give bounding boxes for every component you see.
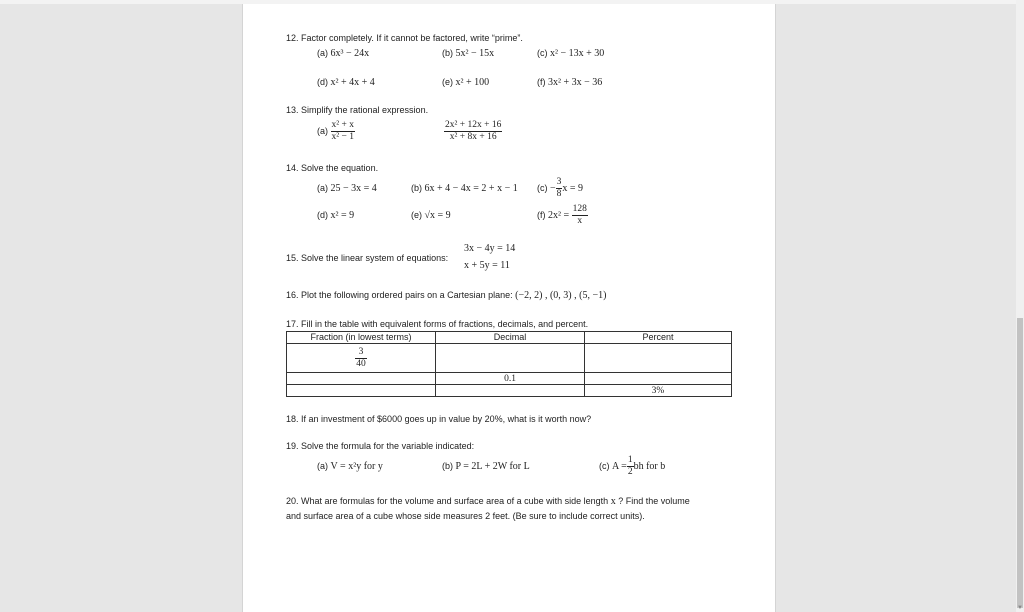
table-row <box>287 373 732 385</box>
q12-e: (e) x² + 100 <box>442 77 490 88</box>
q16: 16. Plot the following ordered pairs on a Cartesian plane: (−2, 2) , (0, 3) , (5, −1) <box>286 290 607 301</box>
q14-b: (b) 6x + 4 − 4x = 2 + x − 1 <box>411 183 518 194</box>
q14-e: (e) √x = 9 <box>411 210 451 221</box>
q15-eq1: 3x − 4y = 14 <box>464 243 516 254</box>
q19-b: (b) P = 2L + 2W for L <box>442 461 530 472</box>
q20-line2: and surface area of a cube whose side measures 2 feet. (Be sure to include correct units). <box>286 511 645 521</box>
row2-percent-blank[interactable] <box>585 373 732 385</box>
table-row <box>287 344 732 373</box>
q13-title: 13. Simplify the rational expression. <box>286 105 429 115</box>
q18: 18. If an investment of $6000 goes up in value by 20%, what is it worth now? <box>286 414 592 424</box>
q12-c: (c) x² − 13x + 30 <box>537 48 605 59</box>
q12-d: (d) x² + 4x + 4 <box>317 77 375 88</box>
q15-title: 15. Solve the linear system of equations: <box>286 253 449 263</box>
row1-fraction <box>287 344 436 373</box>
q19-c-fraction: $\frac{1}{2}$ <box>627 455 633 477</box>
q14-f-fraction: $\frac{128}{x}$ <box>572 204 587 226</box>
q13-b <box>444 120 502 143</box>
scroll-down-icon[interactable]: ▼ <box>1017 605 1023 611</box>
q13-a-fraction: $\frac{\text{x² + x}}{\text{x² − 1}}$ <box>331 120 354 142</box>
q12-f: (f) 3x² + 3x − 36 <box>537 77 603 88</box>
q14-c: (c) − $\frac{3}{8}$ x = 9 <box>537 177 584 199</box>
q14-f: (f) 2x² = $\frac{128}{x}$ <box>537 204 587 226</box>
header-percent: Percent <box>585 332 732 344</box>
header-fraction: Fraction (in lowest terms) <box>287 332 436 344</box>
scrollbar-thumb[interactable] <box>1017 318 1023 608</box>
row3-percent: 3% <box>585 385 732 397</box>
row1-fraction-value: $\frac{3}{40}$ <box>356 346 366 369</box>
q20-line1: 20. What are formulas for the volume and surface area of a cube with side length x ? Find the volume <box>286 496 690 507</box>
q17-title: 17. Fill in the table with equivalent forms of fractions, decimals, and percent. <box>286 319 589 329</box>
q14-a: (a) 25 − 3x = 4 <box>317 183 377 194</box>
row2-fraction-blank[interactable] <box>287 373 436 385</box>
q14-c-fraction: $\frac{3}{8}$ <box>556 177 562 199</box>
q14-d: (d) x² = 9 <box>317 210 355 221</box>
row3-decimal-blank[interactable] <box>436 385 585 397</box>
row1-percent-blank[interactable] <box>585 344 732 373</box>
table-row <box>287 385 732 397</box>
q13-a: (a) $\frac{\text{x² + x}}{\text{x² − 1}}$ <box>317 120 354 142</box>
q15-eq2: x + 5y = 11 <box>464 260 510 271</box>
header-decimal: Decimal <box>436 332 585 344</box>
q19-a: (a) V = x²y for y <box>317 461 383 472</box>
q19-c: (c) A = $\frac{1}{2}$ bh for b <box>599 455 666 477</box>
conversion-table <box>286 331 732 397</box>
row2-decimal: 0.1 <box>436 373 585 385</box>
q12-a: (a) 6x³ − 24x <box>317 48 370 59</box>
q19-title: 19. Solve the formula for the variable indicated: <box>286 441 475 451</box>
q13-b-fraction: $\frac{\text{2x² + 12x + 16}}{\text{x² + 8x + 16}}$ <box>445 120 502 142</box>
q12-b: (b) 5x² − 15x <box>442 48 495 59</box>
row1-decimal-blank[interactable] <box>436 344 585 373</box>
q12-title: 12. Factor completely. If it cannot be factored, write “prime”. <box>286 33 523 43</box>
row3-fraction-blank[interactable] <box>287 385 436 397</box>
q14-title: 14. Solve the equation. <box>286 163 379 173</box>
table-header-row <box>287 332 732 344</box>
